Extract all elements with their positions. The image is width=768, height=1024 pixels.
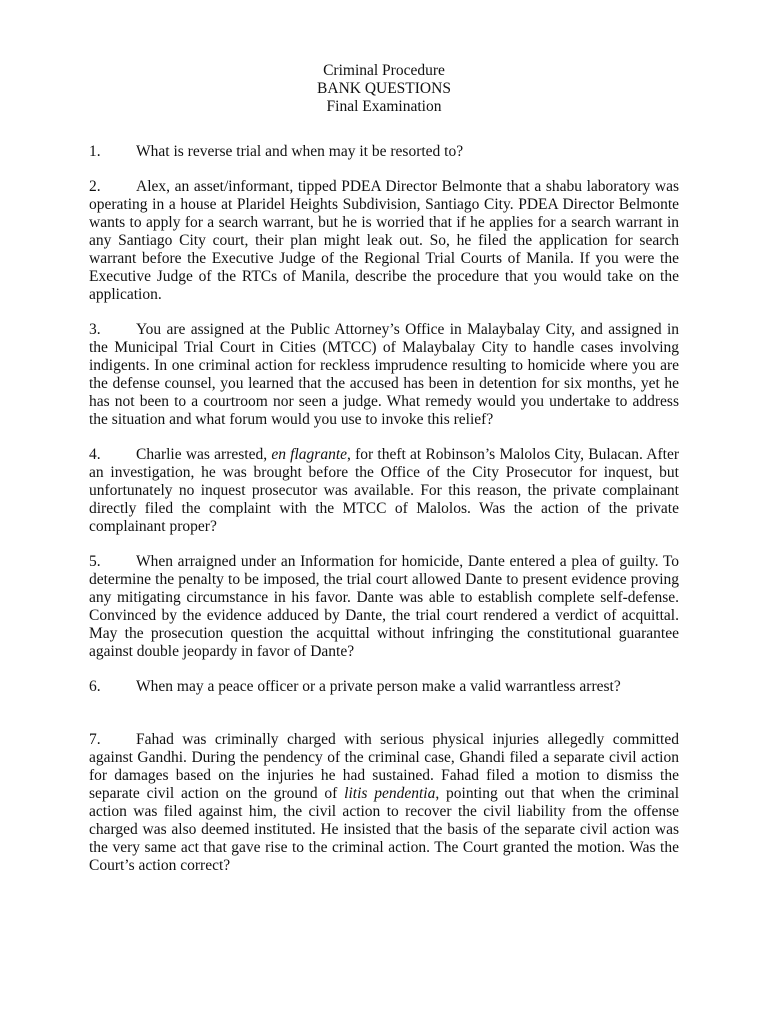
question-number: 5.	[89, 553, 101, 570]
exam-title: Final Examination	[326, 98, 442, 115]
question-number: 3.	[89, 321, 101, 338]
question-1	[89, 143, 679, 161]
question-number: 6.	[89, 678, 101, 695]
question-text: What is reverse trial and when may it be resorted to?	[136, 143, 464, 160]
question-text: Alex, an asset/informant, tipped PDEA Director Belmonte that a shabu laboratory was operating in a house at Plaridel Heights Subdivision, Santiago City. PDEA Director Belmonte wants to apply for a search warrant, but he is worried that if he applies for a search warrant in any Santiago City court, their plan might leak out. So, he filed the application for search warrant before the Executive Judge of the Regional Trial Courts of Manila. If you were the Executive Judge of the RTCs of Manila, describe the procedure that you would take on the application.	[89, 178, 679, 303]
question-number: 7.	[89, 731, 101, 748]
question-text-cont: , for theft at Robinson’s Malolos City, Bulacan. After an investigation, he was brought before the Office of the City Prosecutor for inquest, but unfortunately no inquest prosecutor was available. For this reason, the private complainant directly filed the complaint with the MTCC of Malolos. Was the action of the private complainant proper?	[89, 446, 679, 535]
question-2	[89, 178, 679, 304]
question-text: When may a peace officer or a private person make a valid warrantless arrest?	[136, 678, 621, 695]
question-text: When arraigned under an Information for homicide, Dante entered a plea of guilty. To determine the penalty to be imposed, the trial court allowed Dante to present evidence proving any mitigating circumstance in his favor. Dante was able to establish complete self-defense. Convinced by the evidence adduced by Dante, the trial court rendered a verdict of acquittal. May the prosecution question the acquittal without infringing the constitutional guarantee against double jeopardy in favor of Dante?	[89, 553, 679, 660]
question-number: 1.	[89, 143, 101, 160]
question-4	[89, 446, 679, 536]
question-5	[89, 553, 679, 661]
document-type: BANK QUESTIONS	[317, 80, 451, 97]
question-number: 4.	[89, 446, 101, 463]
question-text: Charlie was arrested,	[136, 446, 272, 463]
question-6	[89, 678, 679, 696]
document-page	[89, 62, 679, 892]
question-3	[89, 321, 679, 429]
question-italic-term: en flagrante	[271, 446, 348, 463]
question-7	[89, 731, 679, 875]
course-title: Criminal Procedure	[323, 62, 445, 79]
question-number: 2.	[89, 178, 101, 195]
question-italic-term: litis pendentia	[344, 785, 436, 802]
document-header	[89, 62, 679, 116]
question-text: Fahad was criminally charged with serious physical injuries allegedly committed against Gandhi. During the pendency of the criminal case, Ghandi filed a separate civil action for damages based on the injuries he had sustained. Fahad filed a motion to dismiss the separate civil action on the ground of	[89, 731, 679, 802]
question-text-cont: , pointing out that when the criminal action was filed against him, the civil action to recover the civil liability from the offense charged was also deemed instituted. He insisted that the basis of the separate civil action was the very same act that gave rise to the criminal action. The Court granted the motion. Was the Court’s action correct?	[89, 785, 679, 874]
question-text: You are assigned at the Public Attorney’s Office in Malaybalay City, and assigned in the Municipal Trial Court in Cities (MTCC) of Malaybalay City to handle cases involving indigents. In one criminal action for reckless imprudence resulting to homicide where you are the defense counsel, you learned that the accused has been in detention for six months, yet he has not been to a courtroom nor seen a judge. What remedy would you undertake to address the situation and what forum would you use to invoke this relief?	[89, 321, 679, 428]
